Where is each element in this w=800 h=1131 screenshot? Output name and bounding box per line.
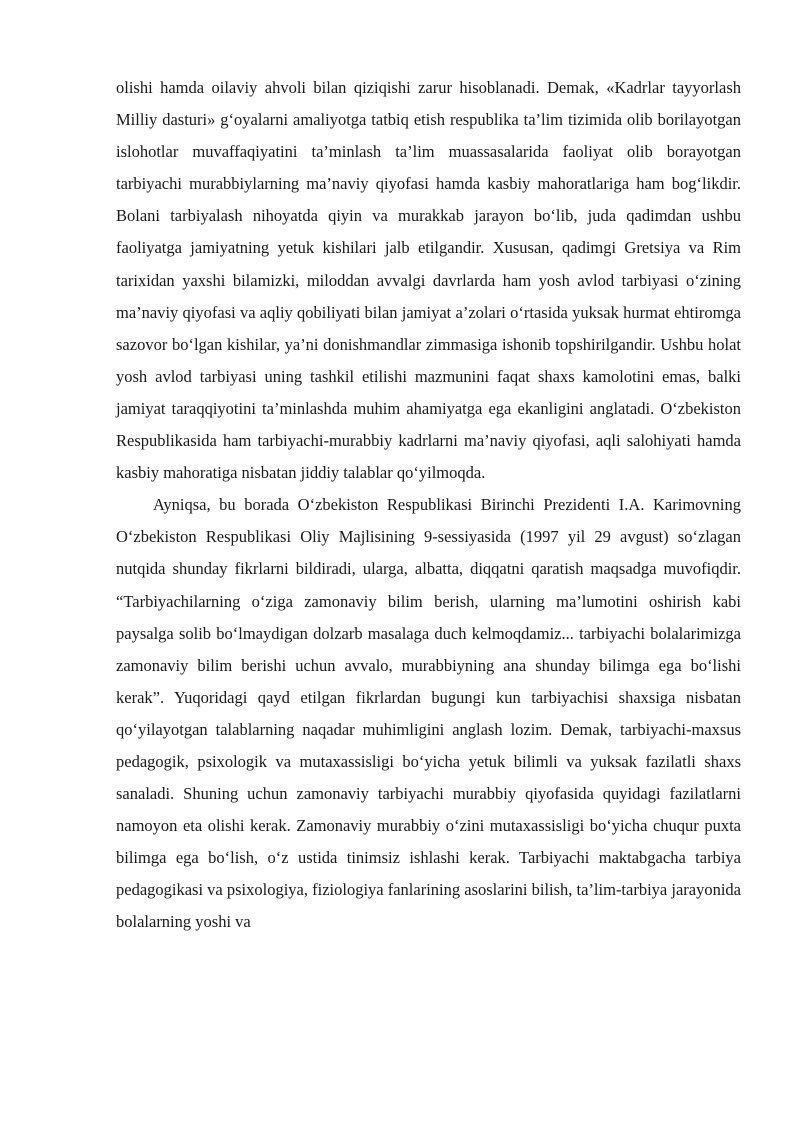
paragraph-2: Ayniqsa, bu borada O‘zbekiston Respublikasi Birinchi Prezidenti I.A. Karimovning O‘zbekiston Respublikasi Oliy Majlisining 9-sessiyasida (1997 yil 29 avgust) so‘zlagan nutqida shunday fikrlarni bildiradi, ularga, albatta, diqqatni qaratish maqsadga muvofiqdir. “Tarbiyachilarning o‘ziga zamonaviy bilim berish, ularning ma’lumotini oshirish kabi paysalga solib bo‘lmaydigan dolzarb masalaga duch kelmoqdamiz... tarbiyachi bolalarimizga zamonaviy bilim berishi uchun avvalo, murabbiyning ana shunday bilimga ega bo‘lishi kerak”. Yuqoridagi qayd etilgan fikrlardan bugungi kun tarbiyachisi shaxsiga nisbatan qo‘yilayotgan talablarning naqadar muhimligini anglash lozim. Demak, tarbiyachi-maxsus pedagogik, psixologik va mutaxassisligi bo‘yicha yetuk bilimli va yuksak fazilatli shaxs sanaladi. Shuning uchun zamonaviy tarbiyachi murabbiy qiyofasida quyidagi fazilatlarni namoyon eta olishi kerak. Zamonaviy murabbiy o‘zini mutaxassisligi bo‘yicha chuqur puxta bilimga ega bo‘lish, o‘z ustida tinimsiz ishlashi kerak. Tarbiyachi maktabgacha tarbiya pedagogikasi va psixologiya, fiziologiya fanlarining asoslarini bilish, ta’lim-tarbiya jarayonida bolalarning yoshi va: [116, 495, 742, 932]
body-text: [116, 72, 741, 939]
paragraph-1: olishi hamda oilaviy ahvoli bilan qiziqishi zarur hisoblanadi. Demak, «Kadrlar tayyorlash Milliy dasturi» g‘oyalarni amaliyotga tatbiq etish respublika ta’lim tizimida olib borilayotgan islohotlar muvaffaqiyatini ta’minlash ta’lim muassasalarida faoliyat olib borayotgan tarbiyachi murabbiylarning ma’naviy qiyofasi hamda kasbiy mahoratlariga ham bog‘likdir. Bolani tarbiyalash nihoyatda qiyin va murakkab jarayon bo‘lib, juda qadimdan ushbu faoliyatga jamiyatning yetuk kishilari jalb etilgandir. Xususan, qadimgi Gretsiya va Rim tarixidan yaxshi bilamizki, miloddan avvalgi davrlarda ham yosh avlod tarbiyasi o‘zining ma’naviy qiyofasi va aqliy qobiliyati bilan jamiyat a’zolari o‘rtasida yuksak hurmat ehtiromga sazovor bo‘lgan kishilar, ya’ni donishmandlar zimmasiga ishonib topshirilgandir. Ushbu holat yosh avlod tarbiyasi uning tashkil etilishi mazmunini faqat shaxs kamolotini emas, balki jamiyat taraqqiyotini ta’minlashda muhim ahamiyatga ega ekanligini anglatadi. O‘zbekiston Respublikasida ham tarbiyachi-murabbiy kadrlarni ma’naviy qiyofasi, aqli salohiyati hamda kasbiy mahoratiga nisbatan jiddiy talablar qo‘yilmoqda.: [116, 78, 741, 483]
